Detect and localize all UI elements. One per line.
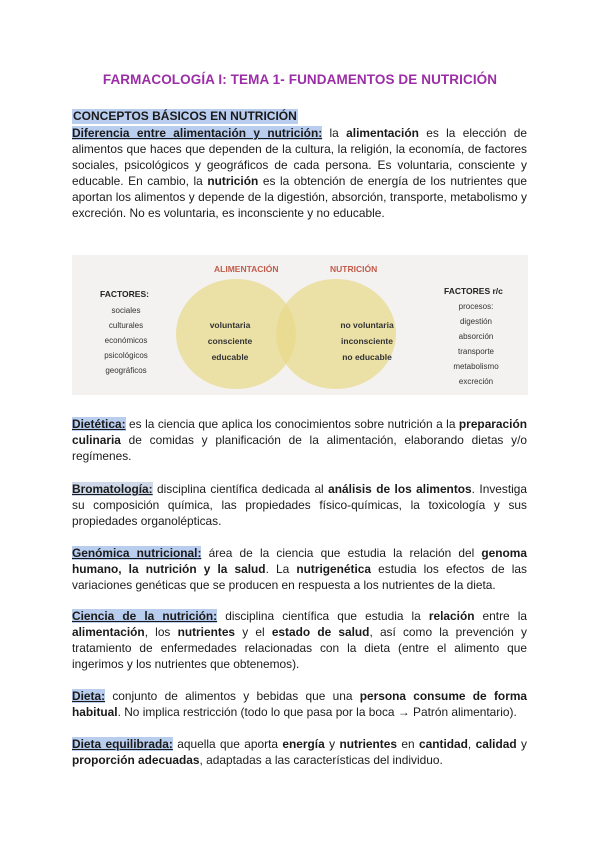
right-factors-heading: FACTORES r/c — [444, 286, 503, 296]
term-genomica: Genómica nutricional: — [72, 546, 202, 560]
left-factors-heading: FACTORES: — [100, 289, 149, 299]
bold-text: persona consume de forma habitual — [72, 689, 528, 719]
right-factors-list — [438, 299, 514, 389]
factor-item: excreción — [458, 377, 494, 386]
inner-item: consciente — [207, 336, 253, 346]
bold-text: calidad — [475, 737, 517, 751]
text: aquella que aporta — [172, 737, 283, 751]
bold-text: energía — [282, 737, 325, 751]
text: , los — [144, 625, 178, 639]
text: es la elección de alimentos que haces que dependen de la cultura, la religión, la economía, de factores sociales, psicológicos y geográficos de cada persona. Es voluntaria, consciente y educable. En cambio, la — [72, 126, 527, 188]
paragraph-bromatologia — [72, 481, 527, 529]
term-ciencia-nutricion: Ciencia de la nutrición: — [72, 609, 218, 623]
venn-title-alimentacion: ALIMENTACIÓN — [214, 264, 279, 274]
paragraph-alimentacion-nutricion — [72, 125, 527, 221]
factor-item: sociales — [111, 306, 141, 315]
venn-diagram — [72, 255, 528, 395]
venn-title-nutricion: NUTRICIÓN — [330, 264, 378, 274]
term-dieta-equilibrada: Dieta equilibrada: — [72, 737, 173, 751]
text: estudia los efectos de las variaciones genéticas que se producen en respuesta a los nutrientes de la dieta. — [72, 562, 527, 592]
bold-text: proporción adecuadas — [72, 753, 200, 767]
factor-item: procesos: — [458, 302, 494, 311]
bold-text: relación — [428, 609, 475, 623]
text: disciplina científica que estudia la — [217, 609, 429, 623]
left-inner-list — [194, 317, 266, 365]
section-heading: CONCEPTOS BÁSICOS EN NUTRICIÓN — [73, 109, 297, 123]
factor-item: absorción — [458, 332, 494, 341]
factor-item: transporte — [457, 347, 495, 356]
text: entre la — [474, 609, 527, 623]
term-bromatologia: Bromatología: — [72, 482, 153, 496]
factor-item: digestión — [459, 317, 493, 326]
inner-item: no voluntaria — [340, 320, 394, 330]
bold-text: nutrigenética — [296, 562, 372, 576]
factor-item: metabolismo — [453, 362, 499, 371]
inner-item: educable — [211, 352, 249, 362]
bold-text: alimentación — [72, 625, 145, 639]
text: es la ciencia que aplica los conocimientos sobre nutrición a la — [125, 417, 459, 431]
text: la — [322, 126, 347, 140]
paragraph-dietetica — [72, 416, 527, 464]
term-dietetica: Dietética: — [72, 417, 126, 431]
factor-item: económicos — [104, 336, 148, 345]
factor-item: culturales — [108, 321, 144, 330]
right-inner-list — [327, 317, 407, 365]
page-title: FARMACOLOGÍA I: TEMA 1- FUNDAMENTOS DE NUTRICIÓN — [102, 72, 498, 87]
text: , así como la prevención y tratamiento de enfermedades relacionadas con la dieta (entre el alimento que ingerimos y los nutrientes que obtenemos). — [72, 625, 527, 671]
inner-item: inconsciente — [341, 336, 393, 346]
inner-item: voluntaria — [209, 320, 251, 330]
paragraph-dieta-equilibrada — [72, 736, 527, 768]
bold-text: estado de salud — [271, 625, 370, 639]
text: y — [324, 737, 340, 751]
bold-text: cantidad — [419, 737, 468, 751]
factor-item: geográficos — [105, 366, 147, 375]
paragraph-dieta — [72, 688, 527, 720]
text: de comidas y planificación de la alimentación, elaborando dietas y/o regímenes. — [72, 433, 527, 463]
text: y — [516, 737, 527, 751]
bold-text: alimentación — [346, 126, 419, 140]
factor-item: psicológicos — [104, 351, 148, 360]
text: disciplina científica dedicada al — [152, 482, 329, 496]
text: y el — [235, 625, 272, 639]
left-factors-list — [90, 303, 162, 378]
term-diferencia: Diferencia entre alimentación y nutrición: — [72, 126, 323, 140]
text: , adaptadas a las características del individuo. — [199, 753, 443, 767]
bold-text: genoma humano, la nutrición y la salud — [72, 546, 527, 576]
paragraph-ciencia-nutricion — [72, 608, 527, 672]
bold-text: nutrientes — [177, 625, 236, 639]
text: . No implica restricción (todo lo que pasa por la boca → Patrón alimentario). — [117, 705, 517, 719]
term-dieta: Dieta: — [72, 689, 106, 703]
text: área de la ciencia que estudia la relación del — [201, 546, 482, 560]
text: . Investiga su composición química, las propiedades físico-químicas, la toxicología y sus propiedades organolépticas. — [72, 482, 528, 528]
text: , — [467, 737, 476, 751]
bold-text: preparación culinaria — [72, 417, 527, 447]
text: en — [396, 737, 420, 751]
text: . La — [265, 562, 297, 576]
text: es la obtención de energía de los nutrientes que aportan los alimentos y depende de la digestión, absorción, transporte, metabolismo y excreción. No es voluntaria, es inconsciente y no educable. — [72, 174, 527, 220]
text: conjunto de alimentos y bebidas que una — [105, 689, 360, 703]
paragraph-genomica — [72, 545, 527, 593]
inner-item: no educable — [342, 352, 392, 362]
bold-text: nutrientes — [339, 737, 397, 751]
bold-text: análisis de los alimentos — [328, 482, 472, 496]
bold-text: nutrición — [207, 174, 259, 188]
